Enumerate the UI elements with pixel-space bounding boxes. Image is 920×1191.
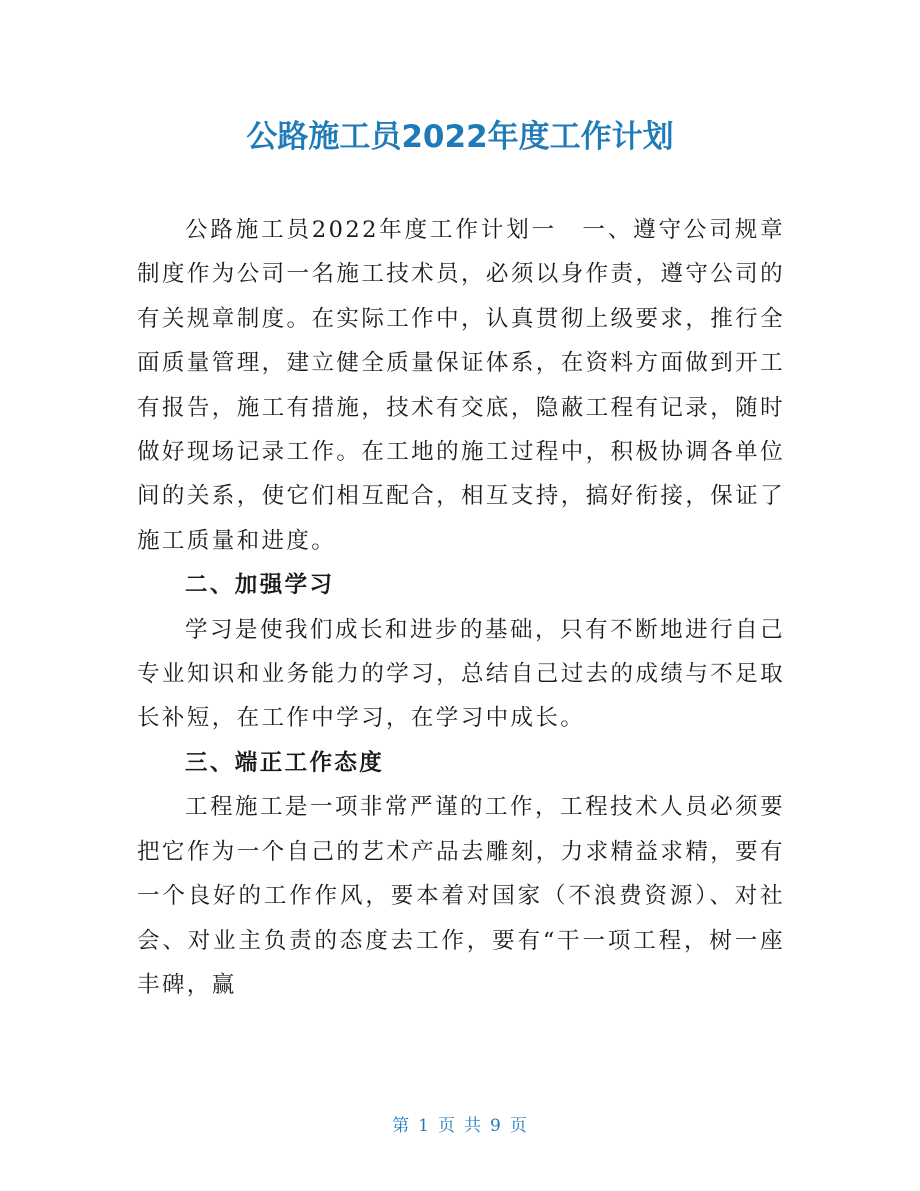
footer-di: 第 (392, 1116, 411, 1136)
document-body (137, 208, 785, 1007)
total-pages-number: 9 (490, 1116, 502, 1136)
footer-ye-end: 页 (509, 1116, 528, 1136)
current-page-number: 1 (418, 1116, 430, 1136)
paragraph-3: 工程施工是一项非常严谨的工作，工程技术人员必须要把它作为一个自己的艺术产品去雕刻，力求精益求精，要有一个良好的工作作风，要本着对国家（不浪费资源）、对社会、对业主负责的态度去工作，要有“干一项工程，树一座丰碑，赢 (137, 794, 785, 998)
paragraph-1: 公路施工员2022年度工作计划一 一、遵守公司规章制度作为公司一名施工技术员，必须以身作责，遵守公司的有关规章制度。在实际工作中，认真贯彻上级要求，推行全面质量管理，建立健全质量保证体系，在资料方面做到开工有报告，施工有措施，技术有交底，隐蔽工程有记录，随时做好现场记录工作。在工地的施工过程中，积极协调各单位间的关系，使它们相互配合，相互支持，搞好衔接，保证了施工质量和进度。 (137, 217, 785, 554)
document-title: 公路施工员2022年度工作计划 (246, 119, 674, 155)
footer-gong: 共 (464, 1116, 482, 1136)
page-number-footer (0, 1112, 920, 1140)
section-heading-2: 二、加强学习 (185, 572, 335, 599)
paragraph-2: 学习是使我们成长和进步的基础，只有不断地进行自己专业知识和业务能力的学习，总结自己过去的成绩与不足取长补短，在工作中学习，在学习中成长。 (137, 616, 785, 732)
section-heading-3: 三、端正工作态度 (185, 749, 385, 776)
footer-ye: 页 (438, 1116, 456, 1136)
